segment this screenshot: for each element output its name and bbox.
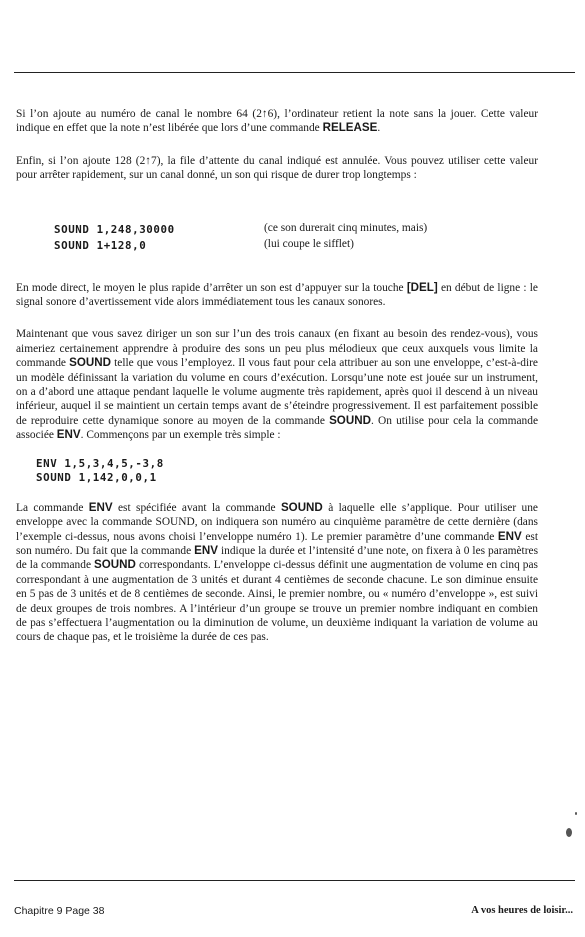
code-block-1 — [54, 223, 538, 257]
header-rule — [14, 72, 575, 73]
keyword-sound: SOUND — [94, 558, 136, 572]
code-command: SOUND 1+128,0 — [54, 238, 147, 252]
scan-speck — [575, 812, 577, 815]
code-line: SOUND 1,142,0,0,1 — [36, 470, 157, 484]
code-block-2 — [36, 457, 538, 485]
keyword-release: RELEASE — [322, 121, 378, 135]
footer-rule — [14, 880, 575, 881]
footer-book-title: A vos heures de loisir... — [471, 905, 573, 916]
code-line — [54, 239, 538, 255]
keyword-sound: SOUND — [280, 500, 323, 514]
code-comment: (lui coupe le sifflet) — [264, 237, 354, 250]
code-command: SOUND 1,248,30000 — [54, 222, 175, 236]
keyword-sound: SOUND — [69, 356, 111, 370]
code-line: ENV 1,5,3,4,5,-3,8 — [36, 456, 164, 470]
keyword-env: ENV — [56, 428, 81, 442]
paragraph-3: En mode direct, le moyen le plus rapide d’arrêter un son est d’appuyer sur la touche [DEL] en début de ligne : le signal sonore d’avertissement vide alors immédiatement tous les canaux sonores. — [16, 280, 538, 309]
paragraph-5: La commande ENV est spécifiée avant la commande SOUND à laquelle elle s’applique. Pour utiliser une enveloppe avec la commande SOUND, on indiquera son numéro au cinquième paramètre de cette dernière (dans l’exemple ci-dessus, nous avons choisi l’enveloppe numéro 1). Le premier paramètre d’une commande ENV est son numéro. Du fait que la commande ENV indique la durée et l’intensité d’une note, on fixera à 0 les paramètres de la commande SOUND correspondants. L’enveloppe ci-dessus définit une augmentation de volume en cinq pas correspondant à une augmentation de 3 unités et durant 4 centièmes de seconde chacune. Le son diminue ensuite en 5 pas de 3 unités et de 8 centièmes de seconde. Ainsi, le premier nombre, ou « numéro d’enveloppe », est suivi de deux groupes de trois nombres. A l’intérieur d’un groupe se trouve un premier nombre indiquant en combien de pas s’effectuera l’augmentation ou la diminution de volume, un deuxième indiquant la variation de volume au cours de chaque pas, et le troisième la durée de ces pas. — [16, 500, 539, 644]
keyword-env: ENV — [497, 529, 522, 543]
keyword-del: [DEL] — [406, 280, 438, 294]
footer-chapter-page: Chapitre 9 Page 38 — [14, 905, 105, 917]
code-comment: (ce son durerait cinq minutes, mais) — [264, 221, 428, 234]
keyword-sound: SOUND — [329, 413, 371, 427]
scan-speck — [566, 828, 572, 837]
paragraph-4: Maintenant que vous savez diriger un son sur l’un des trois canaux (en fixant au besoin des rendez-vous), vous aimeriez certainement apprendre à produire des sons un peu plus mélodieux que ceux auxquels vous limite la commande SOUND telle que vous l’employez. Il vous faut pour cela attribuer au son une enveloppe, c’est-à-dire un modèle définissant la variation du volume en cours d’exécution. Lorsqu’une note est jouée sur un instrument, on a d’abord une attaque pendant laquelle le volume augmente très rapidement, après quoi il descend à un niveau inférieur, auquel il se maintient un certain temps avant de s’éteindre progressivement. Il est parfaitement possible de reproduire cette dynamique sonore au moyen de la commande SOUND. On utilise pour cela la commande associée ENV. Commençons par un exemple très simple : — [16, 328, 538, 442]
keyword-env: ENV — [88, 500, 113, 514]
paragraph-1: Si l’on ajoute au numéro de canal le nombre 64 (2↑6), l’ordinateur retient la note sans la jouer. Cette valeur indique en effet que la note n’est libérée que lors d’une commande RELEASE. — [16, 108, 538, 135]
paragraph-2: Enfin, si l’on ajoute 128 (2↑7), la file d’attente du canal indiqué est annulée. Vous pouvez utiliser cette valeur pour arrêter rapidement, sur un canal donné, un son qui risque de durer trop longtemps : — [16, 154, 538, 182]
page-body — [16, 107, 538, 645]
keyword-env: ENV — [194, 543, 218, 557]
